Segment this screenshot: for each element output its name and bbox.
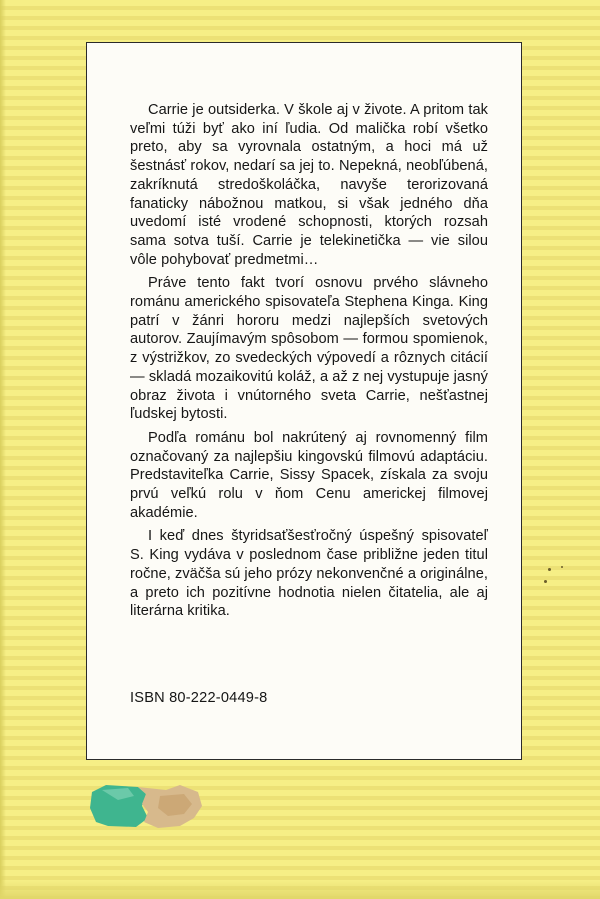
- speck-1: [548, 568, 551, 571]
- blurb-text: [130, 101, 488, 626]
- blurb-paragraph-3: Podľa románu bol nakrútený aj rovnomenný film označovaný za najlepšiu kingovskú filmovú adaptáciu. Predstaviteľka Carrie, Sissy Spacek, získala za svoju prvú veľkú rolu v ňom Cenu americkej filmovej akadémie.: [130, 429, 488, 521]
- blurb-paragraph-2: Práve tento fakt tvorí osnovu prvého slávneho románu amerického spisovateľa Stephena Kinga. King patrí v žánri hororu medzi najlepších svetových autorov. Zaujímavým spôsobom — formou spomienok, z výstrižkov, zo svedeckých výpovedí a rôznych citácií — skladá mozaikovitú koláž, a až z nej vystupuje jasný obraz života i vnútorného sveta Carrie, nešťastnej ľudskej bytosti.: [130, 275, 488, 423]
- cover-bottom-wear: [0, 880, 600, 899]
- speck-2: [544, 580, 547, 583]
- blurb-paragraph-4: I keď dnes štyridsaťšesťročný úspešný spisovateľ S. King vydáva v poslednom čase približne jeden titul ročne, zväčša sú jeho prózy nekonvenčné a originálne, a preto ich pozitívne hodnotia nielen čitatelia, ale aj literárna kritika.: [130, 528, 488, 620]
- torn-price-sticker: [88, 782, 204, 830]
- cover-spine-shadow: [0, 0, 6, 899]
- blurb-paragraph-1: Carrie je outsiderka. V škole aj v živote. A pritom tak veľmi túži byť ako iní ľudia. Od malička robí všetko preto, aby sa vyrovnala ostatným, a hoci má už šestnásť rokov, nedarí sa jej to. Nepekná, neobľúbená, zakríknutá stredoškoláčka, navyše terorizovaná fanaticky nábožnou matkou, si však jedného dňa uvedomí isté vrodené schopnosti, ktorých rozsah sama sotva tuší. Carrie je telekinetička — vie silou vôle pohybovať predmetmi…: [130, 102, 488, 268]
- isbn-number: ISBN 80-222-0449-8: [130, 690, 268, 706]
- speck-3: [561, 566, 563, 568]
